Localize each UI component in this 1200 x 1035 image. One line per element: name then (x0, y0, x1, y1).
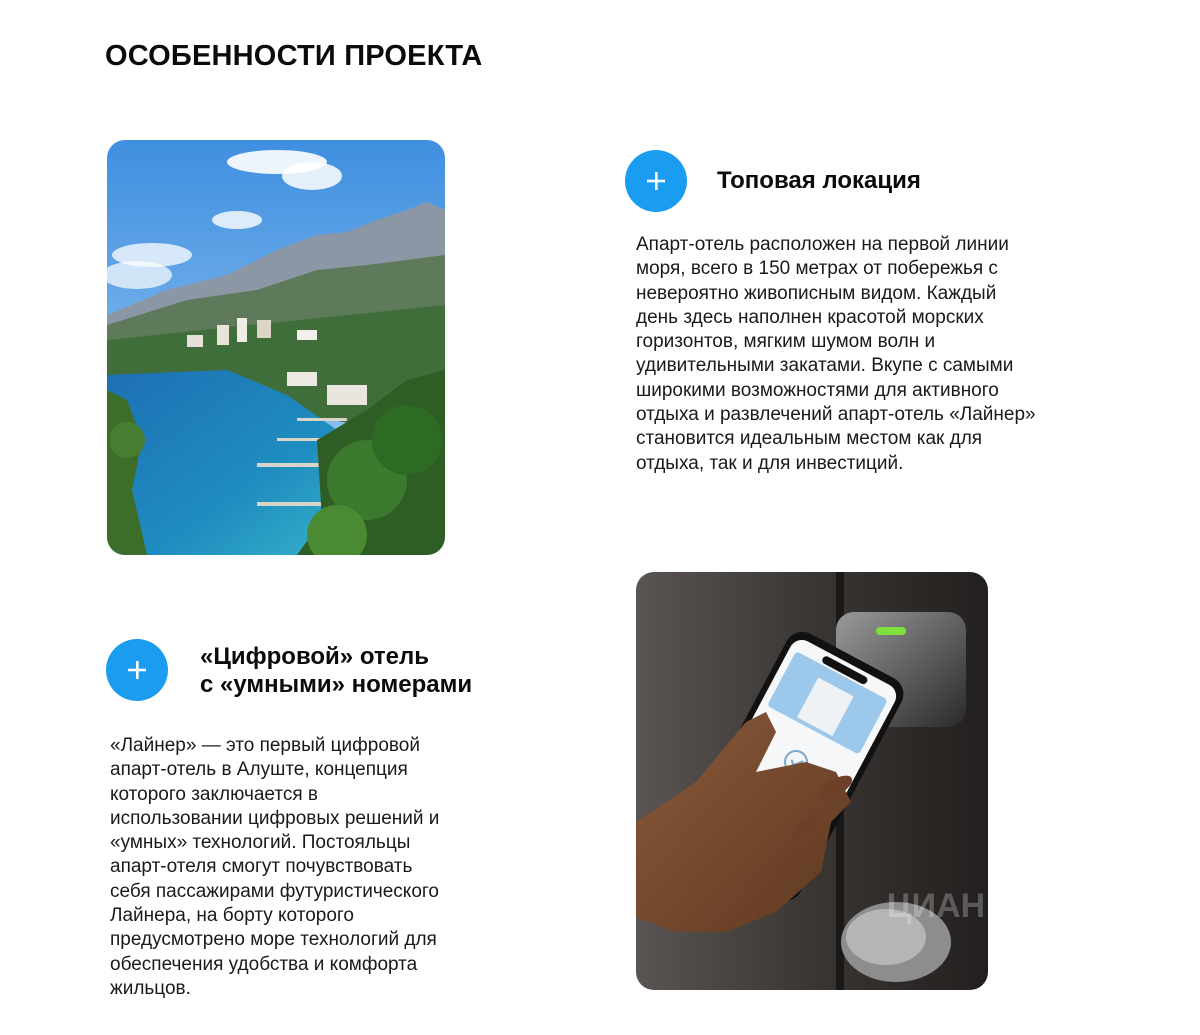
phone-door-lock-photo (636, 572, 988, 990)
text-line: обеспечения удобства и комфорта (110, 953, 418, 975)
svg-text:ЦИАН: ЦИАН (886, 887, 986, 925)
text-line: жильцов. (110, 977, 191, 999)
text-line: отдыха и развлечений апарт-отель «Лайнер» (636, 404, 1036, 426)
coastline-photo (107, 140, 445, 555)
text-line: моря, всего в 150 метрах от побережья с (636, 258, 998, 280)
text-line: невероятно живописным видом. Каждый (636, 282, 997, 304)
feature-text-digital-hotel (110, 734, 490, 1001)
text-line: отдыха, так и для инвестиций. (636, 452, 904, 474)
text-line: себя пассажирами футуристического (110, 880, 439, 902)
text-line: удивительными закатами. Вкупе с самыми (636, 355, 1014, 377)
text-line: широкими возможностями для активного (636, 379, 999, 401)
feature-text-location (636, 233, 1106, 476)
text-line: апарт-отеля смогут почувствовать (110, 856, 413, 878)
expand-digital-hotel-button[interactable] (106, 639, 168, 701)
page-title: ОСОБЕННОСТИ ПРОЕКТА (105, 40, 483, 72)
text-line: день здесь наполнен красотой морских (636, 306, 984, 328)
text-line: использовании цифровых решений и (110, 807, 440, 829)
text-line: «умных» технологий. Постояльцы (110, 832, 411, 854)
text-line: которого заключается в (110, 783, 318, 805)
text-line: «Лайнер» — это первый цифровой (110, 735, 420, 756)
title-line: с «умными» номерами (200, 671, 473, 698)
text-line: предусмотрено море технологий для (110, 929, 437, 951)
text-line: становится идеальным местом как для (636, 428, 983, 450)
title-line: «Цифровой» отель (200, 643, 429, 670)
text-line: Лайнера, на борту которого (110, 905, 354, 927)
text-line: апарт-отель в Алуште, концепция (110, 759, 408, 781)
plus-icon (126, 659, 148, 681)
plus-icon (645, 170, 667, 192)
feature-title-digital-hotel (200, 643, 472, 699)
expand-location-button[interactable] (625, 150, 687, 212)
text-line: горизонтов, мягким шумом волн и (636, 331, 936, 353)
feature-title-location: Топовая локация (717, 167, 921, 194)
text-line: Апарт-отель расположен на первой линии (636, 234, 1009, 255)
